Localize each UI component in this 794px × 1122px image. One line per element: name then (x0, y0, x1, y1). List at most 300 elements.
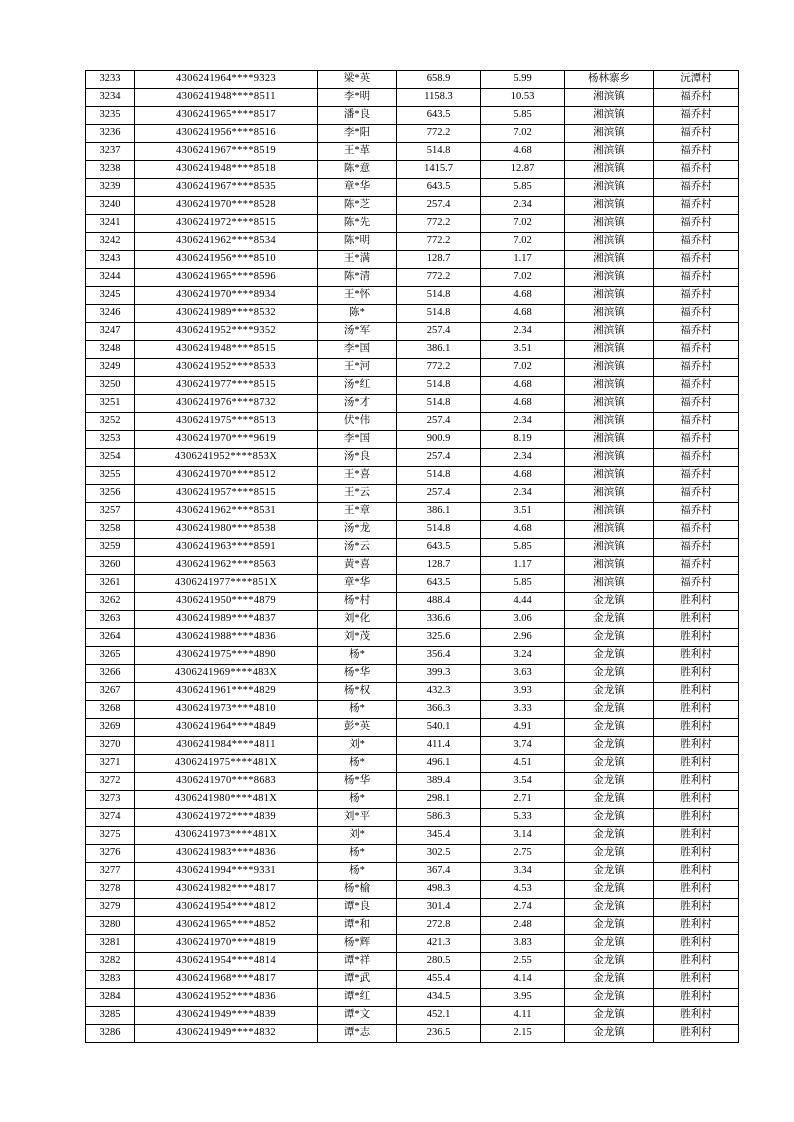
row-index-cell: 3241 (86, 215, 135, 233)
rate-cell: 3.95 (481, 989, 565, 1007)
id-number-cell: 4306241962****8534 (135, 233, 318, 251)
id-number-cell: 4306241988****4836 (135, 629, 318, 647)
table-row (86, 575, 739, 593)
village-cell: 福乔村 (654, 107, 739, 125)
person-name-cell: 章*华 (318, 179, 397, 197)
table-row (86, 107, 739, 125)
table-row (86, 611, 739, 629)
amount-cell: 432.3 (397, 683, 481, 701)
village-cell: 胜利村 (654, 1025, 739, 1043)
rate-cell: 2.96 (481, 629, 565, 647)
table-row (86, 827, 739, 845)
rate-cell: 4.44 (481, 593, 565, 611)
row-index-cell: 3265 (86, 647, 135, 665)
row-index-cell: 3282 (86, 953, 135, 971)
rate-cell: 3.93 (481, 683, 565, 701)
id-number-cell: 4306241965****8517 (135, 107, 318, 125)
town-cell: 金龙镇 (565, 683, 654, 701)
rate-cell: 2.71 (481, 791, 565, 809)
village-cell: 胜利村 (654, 773, 739, 791)
amount-cell: 399.3 (397, 665, 481, 683)
table-row (86, 665, 739, 683)
amount-cell: 514.8 (397, 287, 481, 305)
amount-cell: 128.7 (397, 251, 481, 269)
amount-cell: 257.4 (397, 449, 481, 467)
rate-cell: 2.15 (481, 1025, 565, 1043)
amount-cell: 336.6 (397, 611, 481, 629)
person-name-cell: 汤*才 (318, 395, 397, 413)
row-index-cell: 3234 (86, 89, 135, 107)
row-index-cell: 3264 (86, 629, 135, 647)
id-number-cell: 4306241965****8596 (135, 269, 318, 287)
rate-cell: 3.33 (481, 701, 565, 719)
rate-cell: 7.02 (481, 359, 565, 377)
amount-cell: 434.5 (397, 989, 481, 1007)
amount-cell: 643.5 (397, 179, 481, 197)
rate-cell: 2.34 (481, 449, 565, 467)
person-name-cell: 陈*先 (318, 215, 397, 233)
table-row (86, 377, 739, 395)
town-cell: 湘滨镇 (565, 179, 654, 197)
id-number-cell: 4306241964****9323 (135, 71, 318, 89)
id-number-cell: 4306241961****4829 (135, 683, 318, 701)
table-row (86, 863, 739, 881)
person-name-cell: 彭*英 (318, 719, 397, 737)
town-cell: 湘滨镇 (565, 323, 654, 341)
amount-cell: 514.8 (397, 377, 481, 395)
village-cell: 福乔村 (654, 557, 739, 575)
id-number-cell: 4306241970****8934 (135, 287, 318, 305)
person-name-cell: 杨*华 (318, 665, 397, 683)
village-cell: 福乔村 (654, 539, 739, 557)
village-cell: 福乔村 (654, 197, 739, 215)
table-row (86, 143, 739, 161)
town-cell: 金龙镇 (565, 809, 654, 827)
village-cell: 胜利村 (654, 1007, 739, 1025)
row-index-cell: 3283 (86, 971, 135, 989)
village-cell: 福乔村 (654, 359, 739, 377)
table-row (86, 1025, 739, 1043)
table-row (86, 593, 739, 611)
town-cell: 金龙镇 (565, 989, 654, 1007)
person-name-cell: 谭*文 (318, 1007, 397, 1025)
village-cell: 福乔村 (654, 287, 739, 305)
table-row (86, 845, 739, 863)
id-number-cell: 4306241972****8515 (135, 215, 318, 233)
row-index-cell: 3260 (86, 557, 135, 575)
person-name-cell: 李*国 (318, 431, 397, 449)
row-index-cell: 3266 (86, 665, 135, 683)
town-cell: 湘滨镇 (565, 575, 654, 593)
id-number-cell: 4306241970****4819 (135, 935, 318, 953)
table-row (86, 791, 739, 809)
village-cell: 福乔村 (654, 161, 739, 179)
table-row (86, 89, 739, 107)
village-cell: 胜利村 (654, 845, 739, 863)
table-row (86, 71, 739, 89)
amount-cell: 496.1 (397, 755, 481, 773)
person-name-cell: 谭*武 (318, 971, 397, 989)
person-name-cell: 杨* (318, 791, 397, 809)
rate-cell: 3.63 (481, 665, 565, 683)
table-row (86, 773, 739, 791)
id-number-cell: 4306241976****8732 (135, 395, 318, 413)
amount-cell: 514.8 (397, 305, 481, 323)
person-name-cell: 杨* (318, 701, 397, 719)
row-index-cell: 3255 (86, 467, 135, 485)
id-number-cell: 4306241970****9619 (135, 431, 318, 449)
village-cell: 胜利村 (654, 863, 739, 881)
village-cell: 福乔村 (654, 413, 739, 431)
amount-cell: 514.8 (397, 467, 481, 485)
village-cell: 福乔村 (654, 467, 739, 485)
town-cell: 金龙镇 (565, 737, 654, 755)
amount-cell: 643.5 (397, 575, 481, 593)
id-number-cell: 4306241982****4817 (135, 881, 318, 899)
village-cell: 福乔村 (654, 89, 739, 107)
id-number-cell: 4306241969****483X (135, 665, 318, 683)
amount-cell: 514.8 (397, 521, 481, 539)
id-number-cell: 4306241975****4890 (135, 647, 318, 665)
row-index-cell: 3240 (86, 197, 135, 215)
id-number-cell: 4306241994****9331 (135, 863, 318, 881)
amount-cell: 643.5 (397, 539, 481, 557)
row-index-cell: 3233 (86, 71, 135, 89)
id-number-cell: 4306241948****8518 (135, 161, 318, 179)
rate-cell: 7.02 (481, 233, 565, 251)
row-index-cell: 3243 (86, 251, 135, 269)
person-name-cell: 刘* (318, 827, 397, 845)
row-index-cell: 3259 (86, 539, 135, 557)
table-row (86, 269, 739, 287)
village-cell: 福乔村 (654, 215, 739, 233)
row-index-cell: 3275 (86, 827, 135, 845)
rate-cell: 5.33 (481, 809, 565, 827)
person-name-cell: 刘*茂 (318, 629, 397, 647)
table-row (86, 539, 739, 557)
table-row (86, 683, 739, 701)
rate-cell: 4.68 (481, 395, 565, 413)
rate-cell: 5.85 (481, 179, 565, 197)
id-number-cell: 4306241989****8532 (135, 305, 318, 323)
id-number-cell: 4306241965****4852 (135, 917, 318, 935)
amount-cell: 389.4 (397, 773, 481, 791)
rate-cell: 3.34 (481, 863, 565, 881)
id-number-cell: 4306241949****4832 (135, 1025, 318, 1043)
person-name-cell: 黄*喜 (318, 557, 397, 575)
person-name-cell: 刘*平 (318, 809, 397, 827)
row-index-cell: 3238 (86, 161, 135, 179)
person-name-cell: 潘*良 (318, 107, 397, 125)
table-row (86, 521, 739, 539)
table-row (86, 233, 739, 251)
town-cell: 湘滨镇 (565, 557, 654, 575)
rate-cell: 1.17 (481, 251, 565, 269)
amount-cell: 488.4 (397, 593, 481, 611)
id-number-cell: 4306241977****8515 (135, 377, 318, 395)
rate-cell: 3.51 (481, 341, 565, 359)
village-cell: 胜利村 (654, 971, 739, 989)
table-row (86, 323, 739, 341)
table-row (86, 557, 739, 575)
town-cell: 湘滨镇 (565, 485, 654, 503)
id-number-cell: 4306241954****4814 (135, 953, 318, 971)
table-row (86, 341, 739, 359)
id-number-cell: 4306241984****4811 (135, 737, 318, 755)
row-index-cell: 3245 (86, 287, 135, 305)
table-row (86, 215, 739, 233)
id-number-cell: 4306241968****4817 (135, 971, 318, 989)
town-cell: 金龙镇 (565, 881, 654, 899)
rate-cell: 2.75 (481, 845, 565, 863)
town-cell: 湘滨镇 (565, 233, 654, 251)
table-row (86, 161, 739, 179)
table-row (86, 449, 739, 467)
subsidy-roster-table (85, 70, 739, 1043)
rate-cell: 4.91 (481, 719, 565, 737)
id-number-cell: 4306241952****853X (135, 449, 318, 467)
row-index-cell: 3249 (86, 359, 135, 377)
row-index-cell: 3280 (86, 917, 135, 935)
amount-cell: 302.5 (397, 845, 481, 863)
amount-cell: 452.1 (397, 1007, 481, 1025)
person-name-cell: 梁*英 (318, 71, 397, 89)
id-number-cell: 4306241952****4836 (135, 989, 318, 1007)
town-cell: 金龙镇 (565, 1025, 654, 1043)
village-cell: 胜利村 (654, 701, 739, 719)
village-cell: 胜利村 (654, 629, 739, 647)
person-name-cell: 李*阳 (318, 125, 397, 143)
rate-cell: 4.68 (481, 143, 565, 161)
amount-cell: 900.9 (397, 431, 481, 449)
person-name-cell: 李*明 (318, 89, 397, 107)
table-row (86, 737, 739, 755)
id-number-cell: 4306241980****8538 (135, 521, 318, 539)
rate-cell: 8.19 (481, 431, 565, 449)
person-name-cell: 刘*化 (318, 611, 397, 629)
rate-cell: 3.14 (481, 827, 565, 845)
table-row (86, 899, 739, 917)
town-cell: 金龙镇 (565, 917, 654, 935)
village-cell: 福乔村 (654, 305, 739, 323)
row-index-cell: 3263 (86, 611, 135, 629)
town-cell: 金龙镇 (565, 971, 654, 989)
village-cell: 胜利村 (654, 953, 739, 971)
row-index-cell: 3235 (86, 107, 135, 125)
table-row (86, 881, 739, 899)
town-cell: 湘滨镇 (565, 449, 654, 467)
village-cell: 胜利村 (654, 665, 739, 683)
person-name-cell: 陈* (318, 305, 397, 323)
table-row (86, 719, 739, 737)
id-number-cell: 4306241962****8563 (135, 557, 318, 575)
row-index-cell: 3257 (86, 503, 135, 521)
person-name-cell: 王*满 (318, 251, 397, 269)
amount-cell: 257.4 (397, 485, 481, 503)
amount-cell: 356.4 (397, 647, 481, 665)
village-cell: 福乔村 (654, 449, 739, 467)
row-index-cell: 3273 (86, 791, 135, 809)
village-cell: 福乔村 (654, 575, 739, 593)
village-cell: 福乔村 (654, 323, 739, 341)
id-number-cell: 4306241956****8516 (135, 125, 318, 143)
person-name-cell: 汤*红 (318, 377, 397, 395)
village-cell: 福乔村 (654, 341, 739, 359)
rate-cell: 5.85 (481, 539, 565, 557)
town-cell: 湘滨镇 (565, 287, 654, 305)
id-number-cell: 4306241952****9352 (135, 323, 318, 341)
rate-cell: 4.14 (481, 971, 565, 989)
table-row (86, 755, 739, 773)
rate-cell: 3.51 (481, 503, 565, 521)
town-cell: 湘滨镇 (565, 143, 654, 161)
table-row (86, 125, 739, 143)
person-name-cell: 杨* (318, 863, 397, 881)
table-body (86, 71, 739, 1043)
row-index-cell: 3250 (86, 377, 135, 395)
row-index-cell: 3239 (86, 179, 135, 197)
amount-cell: 498.3 (397, 881, 481, 899)
amount-cell: 421.3 (397, 935, 481, 953)
village-cell: 福乔村 (654, 125, 739, 143)
row-index-cell: 3285 (86, 1007, 135, 1025)
person-name-cell: 谭*红 (318, 989, 397, 1007)
amount-cell: 272.8 (397, 917, 481, 935)
person-name-cell: 杨*辉 (318, 935, 397, 953)
person-name-cell: 谭*良 (318, 899, 397, 917)
amount-cell: 658.9 (397, 71, 481, 89)
rate-cell: 2.74 (481, 899, 565, 917)
village-cell: 胜利村 (654, 755, 739, 773)
row-index-cell: 3269 (86, 719, 135, 737)
town-cell: 金龙镇 (565, 773, 654, 791)
person-name-cell: 谭*和 (318, 917, 397, 935)
row-index-cell: 3279 (86, 899, 135, 917)
village-cell: 福乔村 (654, 269, 739, 287)
row-index-cell: 3254 (86, 449, 135, 467)
village-cell: 胜利村 (654, 719, 739, 737)
town-cell: 金龙镇 (565, 701, 654, 719)
person-name-cell: 杨* (318, 845, 397, 863)
town-cell: 杨林寨乡 (565, 71, 654, 89)
amount-cell: 514.8 (397, 143, 481, 161)
town-cell: 湘滨镇 (565, 125, 654, 143)
town-cell: 金龙镇 (565, 791, 654, 809)
rate-cell: 2.48 (481, 917, 565, 935)
village-cell: 胜利村 (654, 737, 739, 755)
town-cell: 湘滨镇 (565, 251, 654, 269)
person-name-cell: 杨*华 (318, 773, 397, 791)
rate-cell: 3.54 (481, 773, 565, 791)
town-cell: 湘滨镇 (565, 413, 654, 431)
village-cell: 福乔村 (654, 179, 739, 197)
town-cell: 湘滨镇 (565, 305, 654, 323)
row-index-cell: 3271 (86, 755, 135, 773)
person-name-cell: 杨*权 (318, 683, 397, 701)
table-row (86, 395, 739, 413)
table-row (86, 485, 739, 503)
table-row (86, 809, 739, 827)
person-name-cell: 杨* (318, 755, 397, 773)
person-name-cell: 陈*清 (318, 269, 397, 287)
rate-cell: 2.34 (481, 323, 565, 341)
person-name-cell: 王*云 (318, 485, 397, 503)
village-cell: 福乔村 (654, 431, 739, 449)
id-number-cell: 4306241970****8683 (135, 773, 318, 791)
rate-cell: 7.02 (481, 269, 565, 287)
town-cell: 金龙镇 (565, 863, 654, 881)
amount-cell: 772.2 (397, 125, 481, 143)
id-number-cell: 4306241948****8511 (135, 89, 318, 107)
row-index-cell: 3251 (86, 395, 135, 413)
town-cell: 湘滨镇 (565, 521, 654, 539)
id-number-cell: 4306241970****8512 (135, 467, 318, 485)
rate-cell: 4.68 (481, 467, 565, 485)
town-cell: 湘滨镇 (565, 539, 654, 557)
amount-cell: 128.7 (397, 557, 481, 575)
village-cell: 福乔村 (654, 503, 739, 521)
rate-cell: 7.02 (481, 215, 565, 233)
person-name-cell: 陈*明 (318, 233, 397, 251)
row-index-cell: 3262 (86, 593, 135, 611)
town-cell: 金龙镇 (565, 953, 654, 971)
id-number-cell: 4306241980****481X (135, 791, 318, 809)
table-row (86, 197, 739, 215)
rate-cell: 1.17 (481, 557, 565, 575)
person-name-cell: 汤*云 (318, 539, 397, 557)
row-index-cell: 3286 (86, 1025, 135, 1043)
id-number-cell: 4306241973****481X (135, 827, 318, 845)
person-name-cell: 杨*榆 (318, 881, 397, 899)
rate-cell: 4.68 (481, 521, 565, 539)
id-number-cell: 4306241948****8515 (135, 341, 318, 359)
table-row (86, 287, 739, 305)
amount-cell: 325.6 (397, 629, 481, 647)
row-index-cell: 3247 (86, 323, 135, 341)
id-number-cell: 4306241975****8513 (135, 413, 318, 431)
town-cell: 金龙镇 (565, 647, 654, 665)
town-cell: 金龙镇 (565, 899, 654, 917)
village-cell: 福乔村 (654, 395, 739, 413)
town-cell: 湘滨镇 (565, 377, 654, 395)
row-index-cell: 3261 (86, 575, 135, 593)
rate-cell: 2.34 (481, 485, 565, 503)
amount-cell: 772.2 (397, 359, 481, 377)
id-number-cell: 4306241956****8510 (135, 251, 318, 269)
table-row (86, 467, 739, 485)
id-number-cell: 4306241967****8535 (135, 179, 318, 197)
rate-cell: 2.34 (481, 197, 565, 215)
row-index-cell: 3268 (86, 701, 135, 719)
row-index-cell: 3267 (86, 683, 135, 701)
amount-cell: 257.4 (397, 197, 481, 215)
table-row (86, 503, 739, 521)
village-cell: 福乔村 (654, 143, 739, 161)
row-index-cell: 3277 (86, 863, 135, 881)
amount-cell: 280.5 (397, 953, 481, 971)
town-cell: 湘滨镇 (565, 161, 654, 179)
village-cell: 福乔村 (654, 521, 739, 539)
row-index-cell: 3237 (86, 143, 135, 161)
person-name-cell: 王*喜 (318, 467, 397, 485)
amount-cell: 411.4 (397, 737, 481, 755)
town-cell: 湘滨镇 (565, 341, 654, 359)
row-index-cell: 3272 (86, 773, 135, 791)
row-index-cell: 3236 (86, 125, 135, 143)
id-number-cell: 4306241954****4812 (135, 899, 318, 917)
person-name-cell: 陈*芝 (318, 197, 397, 215)
row-index-cell: 3253 (86, 431, 135, 449)
